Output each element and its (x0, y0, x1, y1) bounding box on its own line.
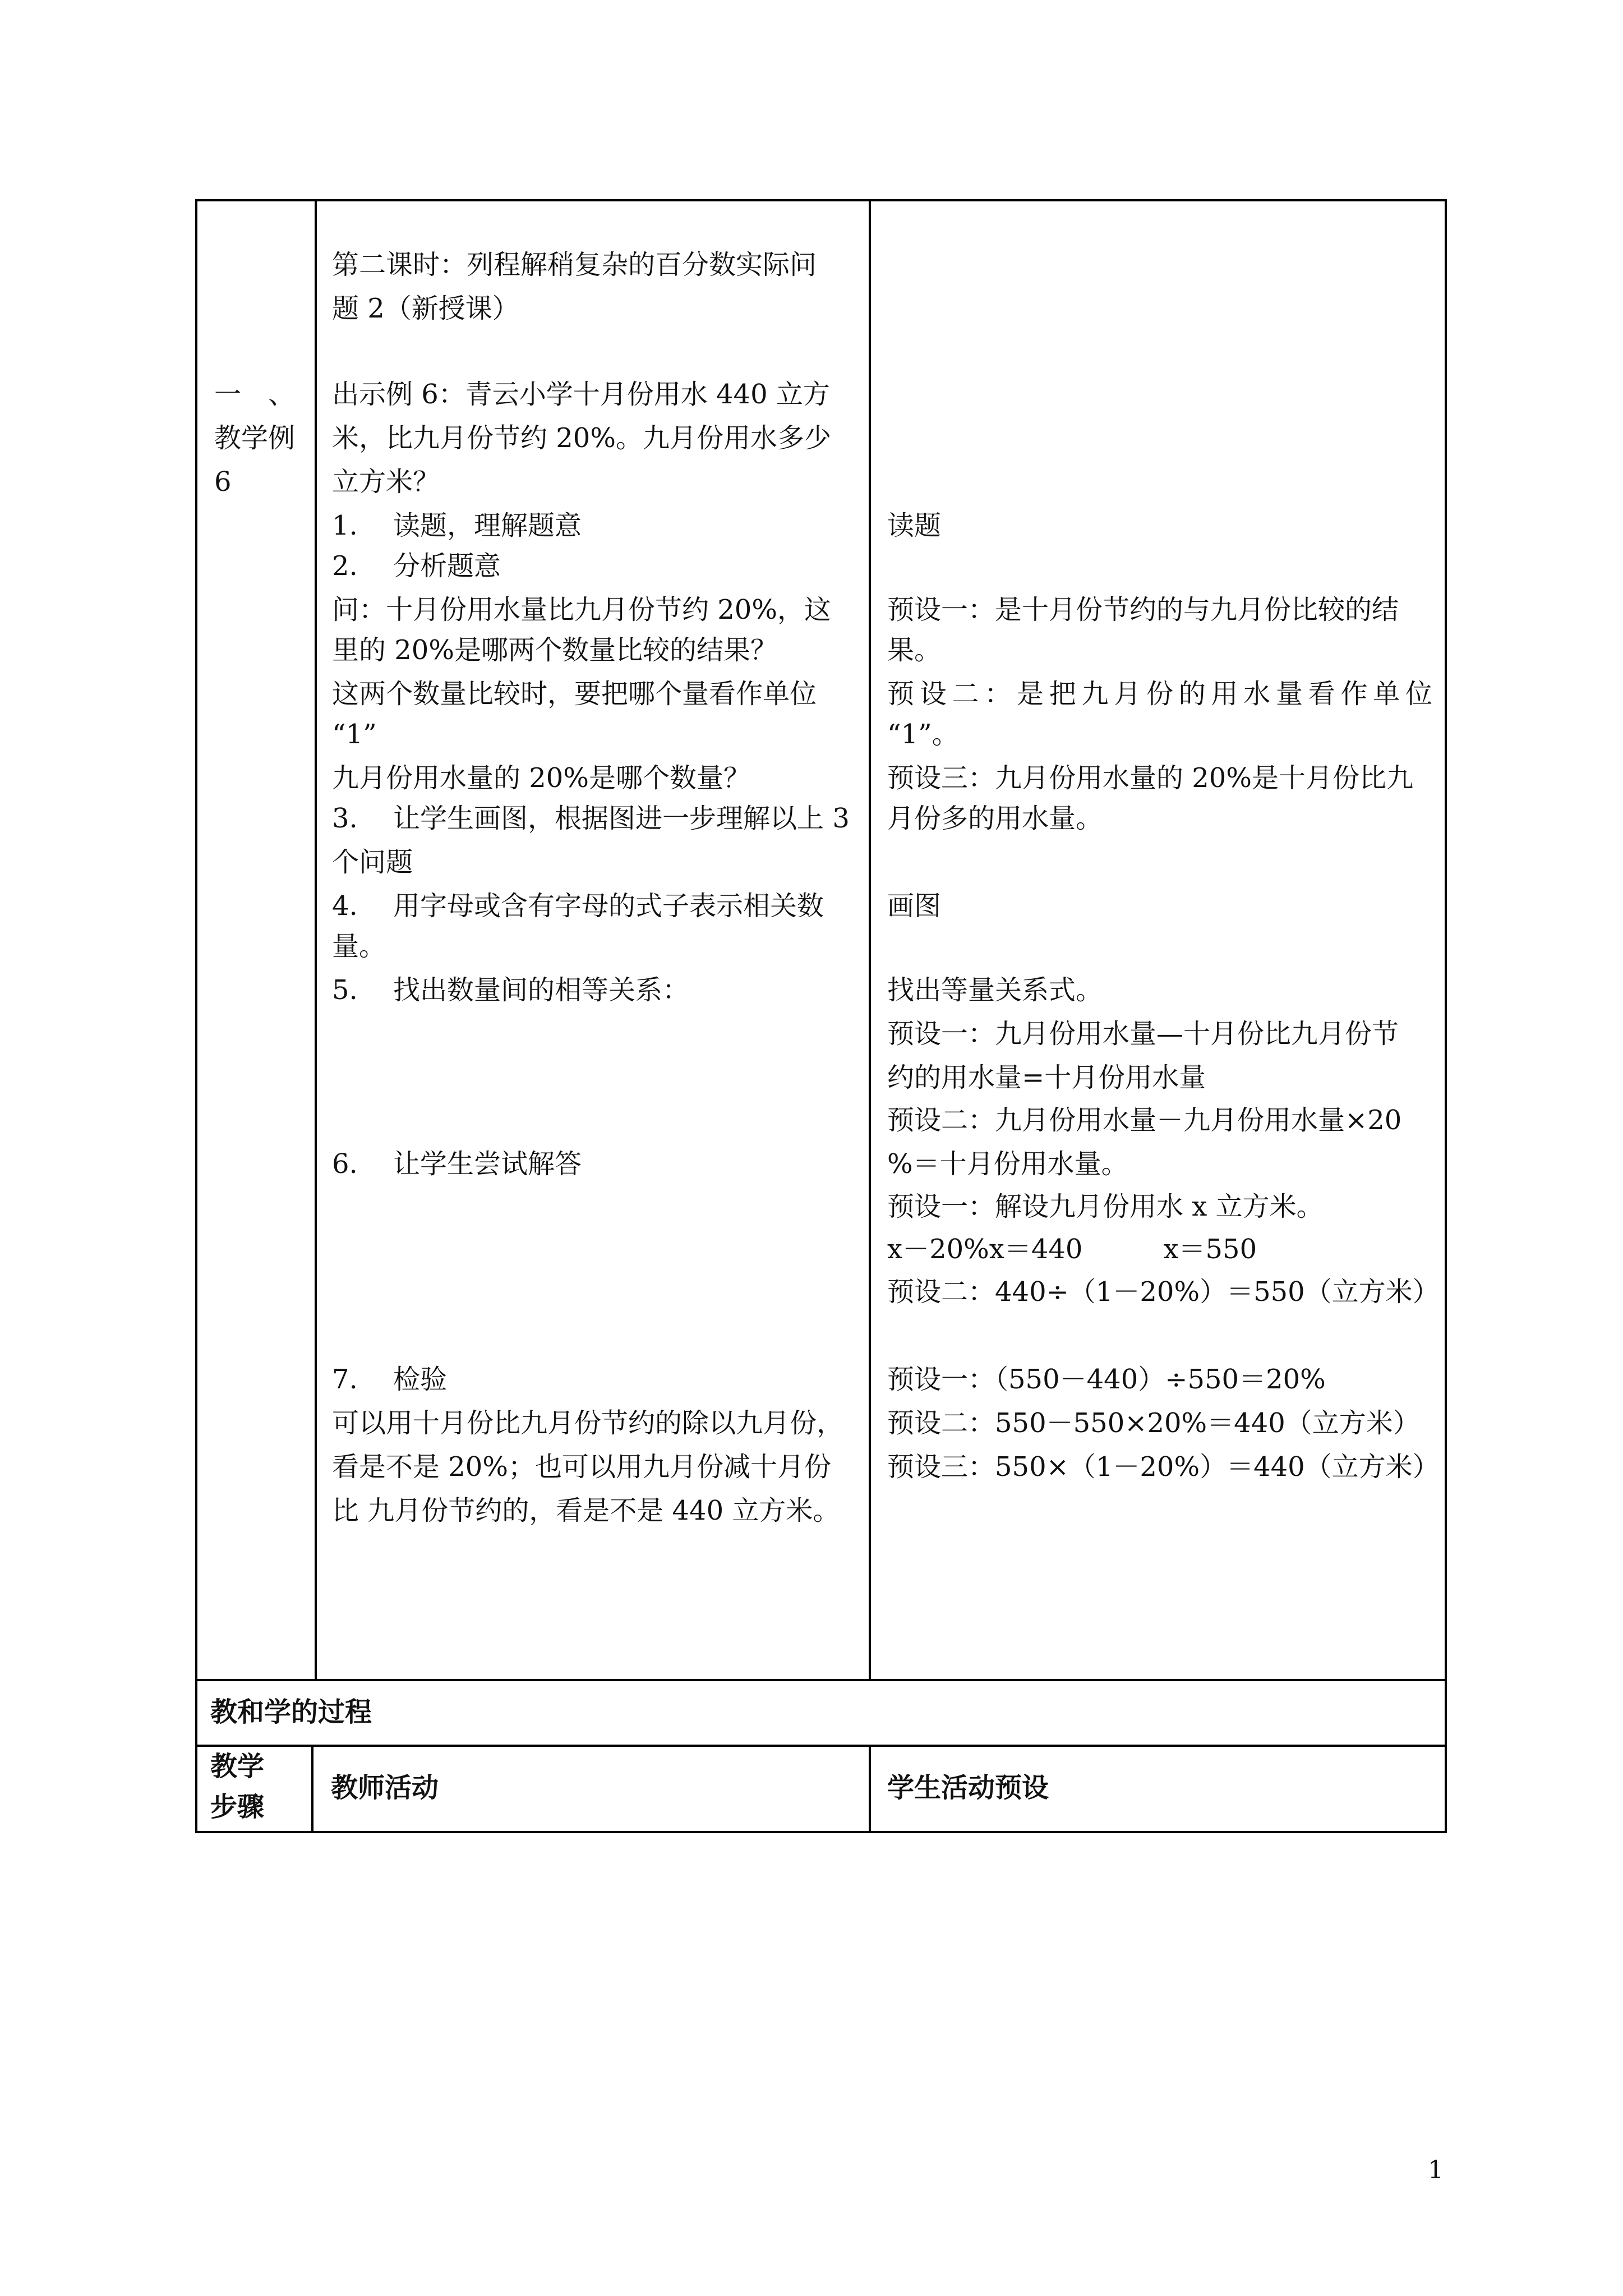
row-divider-1 (195, 1679, 1447, 1681)
student-preset-3-line-1: 预设三：九月份用水量的 20%是十月份比九 (887, 762, 1413, 794)
step-label-line-2: 教学例 (214, 422, 296, 454)
table-border-top (195, 199, 1447, 201)
column-header-step-line-1: 教学 (210, 1751, 265, 1782)
row-divider-2 (195, 1745, 1447, 1747)
col-divider-1-top (315, 199, 317, 1680)
teacher-step-5: 5. 找出数量间的相等关系： (332, 974, 690, 1006)
teacher-step-3-line-1: 3. 让学生画图，根据图进一步理解以上 3 (332, 803, 850, 834)
teacher-step-4-line-1: 4. 用字母或含有字母的式子表示相关数 (332, 890, 824, 922)
table-border-right (1445, 199, 1447, 1833)
teacher-step-4-line-2: 量。 (332, 931, 386, 962)
col-divider-1-bottom (311, 1745, 313, 1832)
teacher-step-1: 1. 读题，理解题意 (332, 510, 582, 541)
step-label-line-3: 6 (214, 466, 232, 498)
student-draw: 画图 (887, 890, 942, 922)
teacher-question-3: 九月份用水量的 20%是哪个数量？ (332, 762, 750, 794)
student-preset-3-line-2: 月份多的用水量。 (887, 803, 1103, 834)
student-solution-1-equation: x－20%x＝440 x＝550 (887, 1234, 1257, 1265)
student-preset-1-line-2: 果。 (887, 634, 942, 666)
student-solution-1: 预设一：解设九月份用水 x 立方米。 (887, 1191, 1324, 1222)
teacher-question-2-line-1: 这两个数量比较时，要把哪个量看作单位 (332, 678, 817, 710)
teacher-step-7: 7. 检验 (332, 1364, 448, 1395)
column-header-student: 学生活动预设 (887, 1772, 1049, 1803)
student-check-3: 预设三：550×（1－20%）＝440（立方米） (887, 1451, 1440, 1483)
student-preset-2-line-2: “1”。 (887, 719, 959, 750)
process-section-title: 教和学的过程 (210, 1696, 372, 1728)
table-border-bottom (195, 1831, 1447, 1833)
student-read: 读题 (887, 510, 942, 541)
teacher-check-line-1: 可以用十月份比九月份节约的除以九月份， (332, 1407, 844, 1439)
teacher-check-line-2: 看是不是 20%；也可以用九月份减十月份 (332, 1451, 831, 1483)
example-line-1: 出示例 6：青云小学十月份用水 440 立方 (332, 379, 830, 410)
student-check-1: 预设一：（550－440）÷550＝20% (887, 1364, 1326, 1395)
student-equation-2-line-2: %＝十月份用水量。 (887, 1148, 1128, 1180)
student-solution-2: 预设二：440÷（1－20%）＝550（立方米） (887, 1276, 1440, 1308)
table-border-left (195, 199, 197, 1833)
student-equation-2-line-1: 预设二：九月份用水量－九月份用水量×20 (887, 1105, 1402, 1136)
page-number: 1 (1428, 2156, 1444, 2184)
teacher-step-2: 2. 分析题意 (332, 550, 501, 582)
student-preset-2-line-1: 预设二：是把九月份的用水量看作单位 (887, 678, 1432, 710)
student-preset-1-line-1: 预设一：是十月份节约的与九月份比较的结 (887, 594, 1399, 625)
col-divider-2-bottom (869, 1745, 871, 1832)
teacher-step-3-line-2: 个问题 (332, 846, 413, 878)
teacher-question-2-line-2: “1” (332, 719, 377, 750)
teacher-check-line-3: 比 九月份节约的，看是不是 440 立方米。 (332, 1495, 840, 1526)
column-header-teacher: 教师活动 (331, 1772, 439, 1803)
teacher-step-6: 6. 让学生尝试解答 (332, 1148, 582, 1180)
lesson-title-line-2: 题 2（新授课） (332, 293, 519, 324)
student-check-2: 预设二：550－550×20%＝440（立方米） (887, 1407, 1420, 1439)
student-equation-1-line-1: 预设一：九月份用水量—十月份比九月份节 (887, 1018, 1399, 1050)
step-label-line-1: 一 、 (214, 379, 296, 410)
teacher-question-1-line-1: 问：十月份用水量比九月份节约 20%，这 (332, 594, 831, 625)
student-find-relation: 找出等量关系式。 (887, 974, 1103, 1006)
student-equation-1-line-2: 约的用水量=十月份用水量 (887, 1062, 1206, 1093)
teacher-question-1-line-2: 里的 20%是哪两个数量比较的结果？ (332, 634, 777, 666)
lesson-title-line-1: 第二课时：列程解稍复杂的百分数实际问 (332, 249, 817, 280)
col-divider-2-top (869, 199, 871, 1680)
example-line-2: 米，比九月份节约 20%。九月份用水多少 (332, 422, 831, 454)
example-line-3: 立方米？ (332, 466, 440, 498)
column-header-step-line-2: 步骤 (210, 1791, 265, 1823)
